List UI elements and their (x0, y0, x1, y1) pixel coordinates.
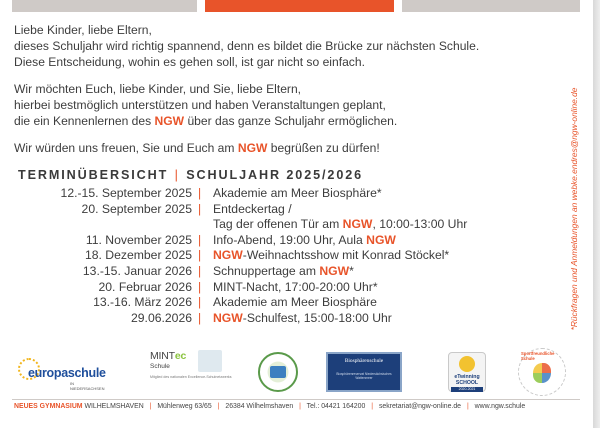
schedule-date: 11. November 2025 (85, 232, 192, 247)
schedule-event-text: , 10:00-13:00 Uhr (372, 217, 468, 232)
schedule-event-text: * (349, 263, 354, 278)
schedule-event-text: Schnuppertage am (213, 263, 320, 278)
schedule-separator: | (198, 248, 202, 263)
footer-divider (12, 399, 580, 400)
intro-text-fragment: Wir würden uns freuen, Sie und Euch am (14, 141, 238, 155)
intro-paragraph-3 (14, 140, 569, 156)
schedule-row (18, 233, 558, 249)
schedule-event (213, 280, 378, 294)
schedule-separator: | (198, 279, 202, 294)
intro-text-fragment: begrüßen zu dürfen! (267, 141, 380, 155)
side-note (567, 74, 581, 344)
mintec-ec-part: ec (174, 350, 187, 362)
schedule-heading (18, 168, 363, 182)
schedule-event (213, 202, 292, 216)
heading-left: TERMINÜBERSICHT (18, 168, 169, 182)
biosphere-title: Biosphärenschule (344, 358, 384, 364)
footer-street: Mühlenweg 63/65 (157, 403, 212, 410)
intro-text-fragment: die ein Kennenlernen des (14, 114, 155, 128)
schedule-event (213, 264, 354, 278)
athlete-icon (533, 363, 551, 383)
schedule-date: 29.06.2026 (131, 310, 192, 325)
ngw-highlight: NGW (154, 114, 185, 128)
intro-paragraph-1 (14, 22, 569, 70)
top-bar-left (12, 0, 197, 12)
schedule-date: 13.-15. Januar 2026 (82, 263, 192, 278)
schedule-row (18, 264, 558, 280)
footer-separator: | (299, 403, 301, 410)
top-bar-right (402, 0, 580, 12)
schedule-separator: | (198, 201, 202, 216)
schedule-event (213, 295, 377, 309)
intro-text (14, 22, 569, 167)
sport-school-label: Sportfreundliche Schule (521, 351, 555, 361)
etwinning-globe-icon (459, 356, 475, 372)
mintec-badge-icon (198, 350, 222, 372)
schedule-date: 18. Dezember 2025 (84, 248, 192, 263)
book-icon (270, 366, 286, 378)
schedule-separator: | (198, 295, 202, 310)
etwinning-logo (448, 352, 486, 392)
mintec-small: Mitglied des nationalen Excellence-Schulnetzwerks (150, 375, 232, 379)
intro-text-fragment: über das ganze Schuljahr ermöglichen. (184, 114, 398, 128)
footer-separator: | (371, 403, 374, 410)
schedule-event-text: Entdeckertag / (213, 201, 292, 216)
europaschule-logo (18, 356, 108, 392)
intro-line: dieses Schuljahr wird richtig spannend, denn es bildet die Brücke zur nächsten Schule. (14, 39, 480, 53)
heading-separator: | (174, 168, 180, 182)
schedule-date: 20. Februar 2026 (98, 279, 192, 294)
biosphere-sub: Biosphärenreservat Niedersächsisches Wattenmeer (336, 372, 392, 380)
side-note-text: *Rückfragen und Anmeldungen an webke.endres@ngw-online.de (569, 87, 579, 331)
schedule-event (213, 186, 382, 200)
schedule-date: 20. September 2025 (81, 201, 192, 216)
schedule-event-text: -Schulfest, 15:00-18:00 Uhr (242, 310, 392, 325)
partner-logos (0, 348, 593, 398)
schedule-row (18, 248, 558, 264)
schedule-event (213, 311, 392, 325)
etwinning-label: eTwinning SCHOOL (454, 374, 480, 386)
schedule-row (18, 280, 558, 296)
footer-website[interactable]: www.ngw.schule (474, 403, 526, 410)
schedule-separator: | (198, 310, 202, 325)
schedule-event (213, 217, 467, 231)
schedule-separator: | (198, 232, 202, 247)
schedule-event-text: Akademie am Meer Biosphäre* (213, 186, 382, 200)
schedule-separator: | (198, 186, 202, 200)
mintec-schule: Schule (150, 363, 170, 370)
footer-phone: Tel.: 04421 164200 (306, 403, 366, 410)
school-city: WILHELMSHAVEN (82, 403, 144, 410)
footer-separator: | (217, 403, 220, 410)
top-bar-accent (205, 0, 394, 12)
ngw-highlight: NGW (237, 141, 268, 155)
heading-right: SCHULJAHR 2025/2026 (186, 168, 364, 182)
schedule-separator: | (198, 263, 202, 278)
ngw-highlight: NGW (213, 248, 243, 263)
ngw-highlight: NGW (366, 232, 396, 247)
biosphere-school-logo (326, 352, 402, 392)
schedule-event (213, 248, 449, 262)
schedule-row (18, 311, 558, 327)
intro-line: Diese Entscheidung, wohin es gehen soll, ist gar nicht so einfach. (14, 55, 365, 69)
schedule-event-text: Akademie am Meer Biosphäre (213, 295, 377, 310)
mintec-logo (150, 350, 245, 394)
intro-line (14, 140, 569, 156)
schedule-event-text: -Weihnachtsshow mit Konrad Stöckel* (242, 248, 450, 263)
ngw-highlight: NGW (342, 217, 373, 232)
footer (14, 403, 584, 410)
schedule-date: 12.-15. September 2025 (60, 186, 192, 200)
etwinning-year: 2020-2021 (451, 387, 483, 392)
mintec-name-part: MINT (150, 350, 175, 362)
footer-separator: | (149, 403, 152, 410)
intro-line: Wir möchten Euch, liebe Kinder, und Sie, liebe Eltern, (14, 82, 302, 96)
intro-line: Liebe Kinder, liebe Eltern, (14, 23, 152, 37)
sport-school-logo (518, 348, 566, 396)
ngw-highlight: NGW (319, 263, 350, 278)
intro-paragraph-2 (14, 81, 569, 129)
schedule-event (213, 233, 396, 247)
europaschule-sub: IN NIEDERSACHSEN (70, 381, 105, 391)
schedule-row (18, 186, 558, 202)
schedule-row (18, 295, 558, 311)
schedule-event-text: MINT-Nacht, 17:00-20:00 Uhr* (213, 279, 378, 294)
schedule-list (18, 186, 558, 326)
ngw-highlight: NGW (213, 310, 243, 325)
schedule-row (18, 217, 558, 233)
schedule-row (18, 202, 558, 218)
page-shadow (593, 0, 600, 428)
schedule-event-text: Info-Abend, 19:00 Uhr, Aula (213, 232, 367, 247)
europaschule-label: europaschule (28, 366, 106, 380)
footer-zip-city: 26384 Wilhelmshaven (225, 403, 294, 410)
intro-line (14, 113, 569, 129)
schedule-date: 13.-16. März 2026 (93, 295, 192, 310)
footer-email[interactable]: sekretariat@ngw-online.de (378, 403, 462, 410)
footer-separator: | (466, 403, 469, 410)
schedule-event-text: Tag der offenen Tür am (213, 217, 343, 232)
intro-line: hierbei bestmöglich unterstützen und haben Veranstaltungen geplant, (14, 98, 386, 112)
environment-school-logo (258, 352, 298, 392)
school-name: NEUES GYMNASIUM (14, 403, 83, 410)
